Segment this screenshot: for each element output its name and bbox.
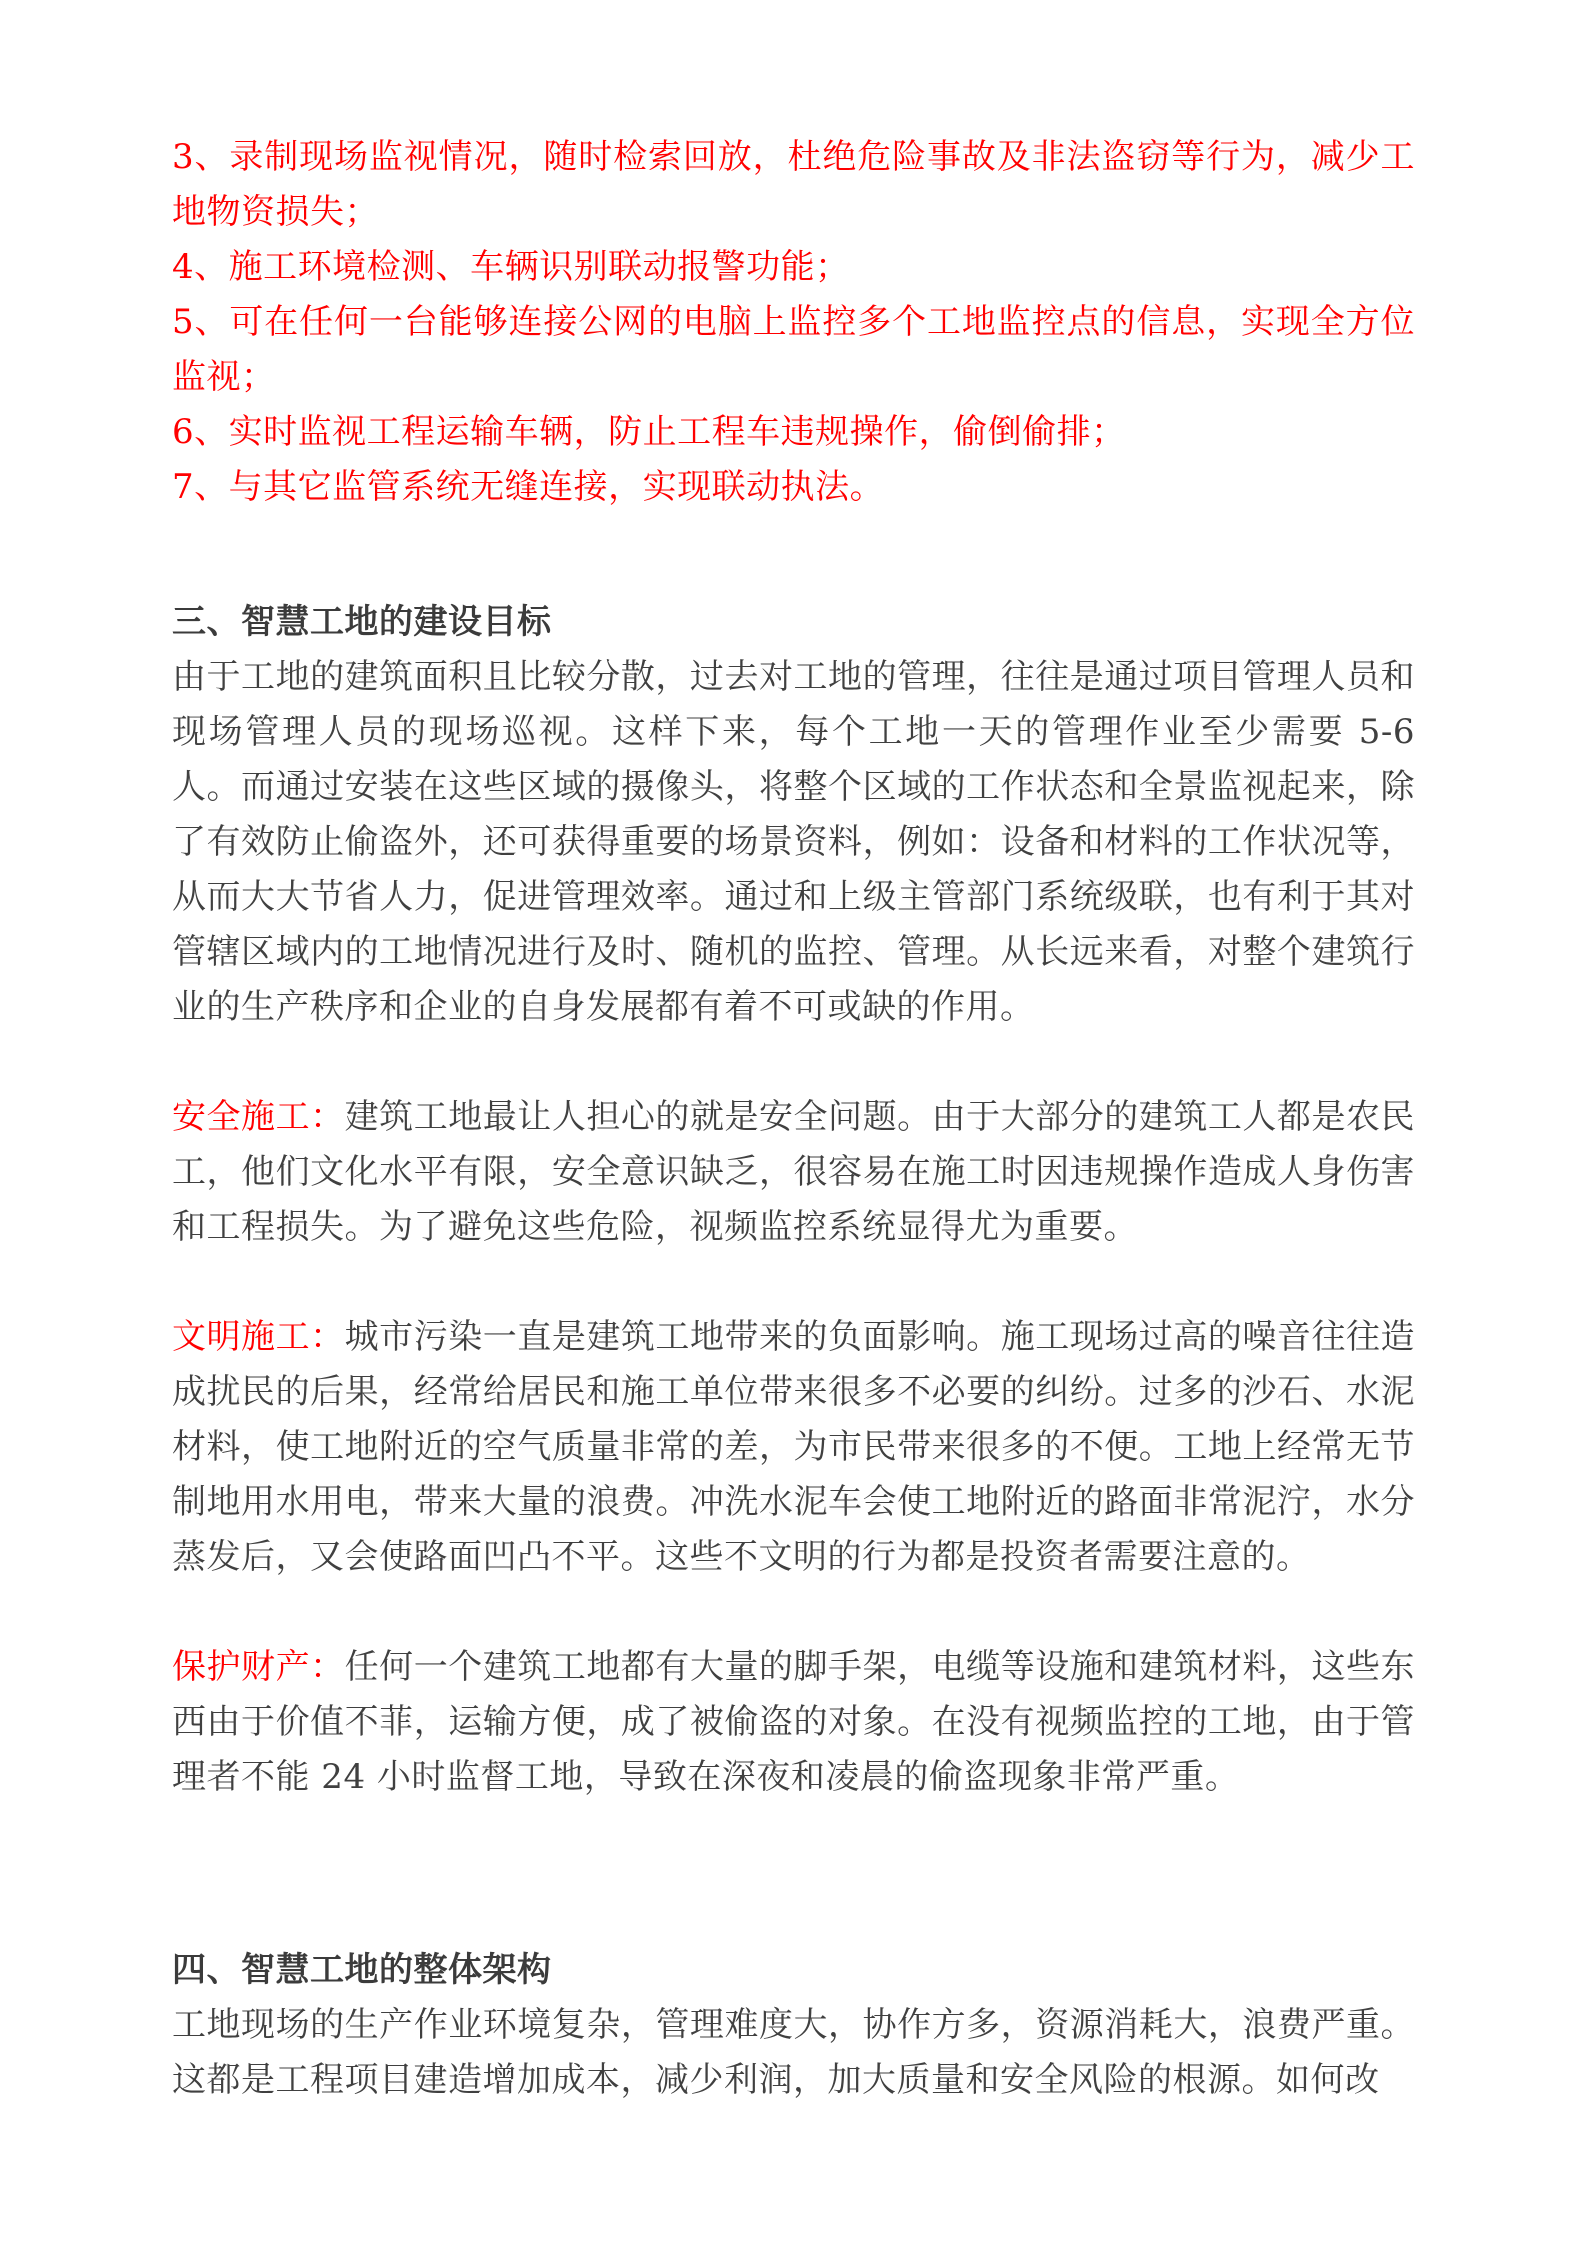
labeled-paragraph-property — [172, 1640, 1415, 1805]
section-heading-construction-goals: 三、智慧工地的建设目标 — [172, 602, 552, 642]
red-list-item-4: 4、施工环境检测、车辆识别联动报警功能； — [172, 247, 850, 287]
red-list-item-5: 5、可在任何一台能够连接公网的电脑上监控多个工地监控点的信息，实现全方位监视； — [172, 302, 1415, 397]
section-goals-paragraph: 由于工地的建筑面积且比较分散，过去对工地的管理，往往是通过项目管理人员和现场管理人员的现场巡视。这样下来，每个工地一天的管理作业至少需要 5-6 人。而通过安装在这些区域的摄像头，将整个区域的工作状态和全景监视起来，除了有效防止偷盗外，还可获得重要的场景资料，例如：设备和材料的工作状况等，从而大大节省人力，促进管理效率。通过和上级主管部门系统级联，也有利于其对管辖区域内的工地情况进行及时、随机的监控、管理。从长远来看，对整个建筑行业的生产秩序和企业的自身发展都有着不可或缺的作用。 — [172, 657, 1415, 1027]
paragraph-label-civilized: 文明施工： — [172, 1317, 345, 1357]
labeled-paragraph-safety — [172, 1090, 1415, 1255]
paragraph-label-property: 保护财产： — [172, 1647, 345, 1687]
section-heading-overall-architecture: 四、智慧工地的整体架构 — [172, 1950, 552, 1990]
paragraph-text-property: 任何一个建筑工地都有大量的脚手架，电缆等设施和建筑材料，这些东西由于价值不菲，运输方便，成了被偷盗的对象。在没有视频监控的工地，由于管理者不能 24 小时监督工地，导致在深夜和凌晨的偷盗现象非常严重。 — [172, 1647, 1416, 1797]
labeled-paragraph-civilized — [172, 1310, 1415, 1585]
red-list-item-3: 3、录制现场监视情况，随时检索回放，杜绝危险事故及非法盗窃等行为，减少工地物资损失； — [172, 137, 1415, 232]
paragraph-label-safety: 安全施工： — [172, 1097, 345, 1137]
section-architecture-paragraph: 工地现场的生产作业环境复杂，管理难度大，协作方多，资源消耗大，浪费严重。这都是工程项目建造增加成本，减少利润，加大质量和安全风险的根源。如何改 — [172, 2005, 1415, 2100]
red-list-item-7: 7、与其它监管系统无缝连接，实现联动执法。 — [172, 467, 885, 507]
red-list-item-6: 6、实时监视工程运输车辆，防止工程车违规操作，偷倒偷排； — [172, 412, 1126, 452]
paragraph-text-safety: 建筑工地最让人担心的就是安全问题。由于大部分的建筑工人都是农民工，他们文化水平有限，安全意识缺乏，很容易在施工时因违规操作造成人身伤害和工程损失。为了避免这些危险，视频监控系统显得尤为重要。 — [172, 1097, 1416, 1247]
paragraph-text-civilized: 城市污染一直是建筑工地带来的负面影响。施工现场过高的噪音往往造成扰民的后果，经常给居民和施工单位带来很多不必要的纠纷。过多的沙石、水泥材料，使工地附近的空气质量非常的差，为市民带来很多的不便。工地上经常无节制地用水用电，带来大量的浪费。冲洗水泥车会使工地附近的路面非常泥泞，水分蒸发后，又会使路面凹凸不平。这些不文明的行为都是投资者需要注意的。 — [172, 1317, 1416, 1577]
